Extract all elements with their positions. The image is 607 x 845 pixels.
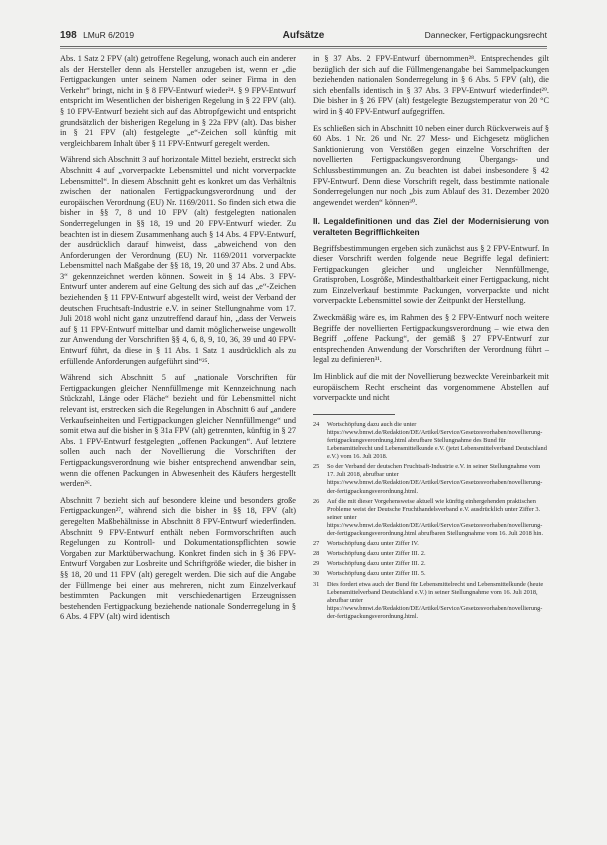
footnote-text: Wortschöpfung dazu unter Ziffer III. 2. xyxy=(327,560,426,568)
footnote-number: 26 xyxy=(313,497,320,505)
footnote xyxy=(313,570,549,578)
footnote-number: 28 xyxy=(313,550,320,558)
paragraph: Abs. 1 Satz 2 FPV (alt) getroffene Regelung, wonach auch ein anderer als der Hersteller denn als Hersteller anzugeben ist, wenn er „die Fertigpackungen unter seinem Namen oder seiner Firma in den Verkehr“ bringt, nicht in § 8 FPV-Entwurf wieder²⁴. § 9 FPV-Entwurf entspricht im Wesentlichen der bisherigen Regelung in § 22 FPV (alt). § 10 FPV-Entwurf bezieht sich auf das Abtropfgewicht und entspricht grundsätzlich der bisherigen Regelung in § 22a FPV (alt). Das bisher in § 21 FPV (alt) festgelegte „e“-Zeichen soll künftig mit vergleichbarem Inhalt über § 11 FPV-Entwurf geregelt werden. xyxy=(60,54,296,148)
footnote xyxy=(313,550,549,558)
footnote xyxy=(313,581,549,621)
footnote-number: 29 xyxy=(313,560,320,568)
footnote xyxy=(313,540,549,548)
footnote-text: Wortschöpfung dazu unter Ziffer IV. xyxy=(327,540,419,548)
paragraph: in § 37 Abs. 2 FPV-Entwurf übernommen²⁸. Entsprechendes gilt bezüglich der sich auf die Füllmengenangabe bei Sammelpackungen beziehenden nationalen Sonderregelung in § 6 Abs. 5 FPV (alt), die sich ebenfalls identisch in § 37 Abs. 3 FPV-Entwurf wiederfindet²⁹. Die bisher in § 26 FPV (alt) festgelegte Bezugstemperatur von 20 °C wird in § 40 FPV-Entwurf aufgegriffen. xyxy=(313,54,549,116)
footnote-number: 24 xyxy=(313,420,320,428)
header-rule xyxy=(60,46,547,47)
paragraph: Begriffsbestimmungen ergeben sich zunächst aus § 2 FPV-Entwurf. In dieser Vorschrift werden folgende neue Begriffe legal definiert: Fertigpackungen gleicher und ungleicher Nennfüllmenge, Gratisproben, Losgröße, Mindesthaltbarkeit einer Fertigpackung, nicht zum Einzelverkauf bestimmte Packungen, vorverpackte und nicht vorverpackte Lebensmittel sowie der Zeitpunkt der Herstellung. xyxy=(313,243,549,306)
footnote xyxy=(313,463,549,495)
running-header xyxy=(60,28,547,44)
paragraph: Es schließen sich in Abschnitt 10 neben einer durch Rückverweis auf § 60 Abs. 1 Nr. 26 und Nr. 27 Mess- und Eichgesetz möglichen Sanktionierung von Verstößen gegen einzelne Vorschriften der novellierten Fertigpackungsverordnung Übergangs- und Schlussbestimmungen an. Zu beachten ist dabei insbesondere § 42 FPV-Entwurf. Denn diese Vorschrift regelt, dass bestimmte nationale Sonderregelungen nur noch „bis zum Ablauf des 31. Dezember 2020 angewendet werden“ können³⁰. xyxy=(313,123,549,207)
paragraph: Zweckmäßig wäre es, im Rahmen des § 2 FPV-Entwurf noch weitere Begriffe der novellierten Fertigpackungsverordnung – wie etwa den Begriff „offene Packung“, der gemäß § 27 FPV-Entwurf zur entsprechenden Anwendung der Vorschriften der Verordnung führt – legal zu definieren³¹. xyxy=(313,313,549,365)
header-author-title: Dannecker, Fertigpackungsrecht xyxy=(424,30,547,40)
footnote-text: Dies fordert etwa auch der Bund für Lebensmittelrecht und Lebensmittelkunde (heute Lebensmittelverband Deutschland e.V.) in seiner Stellungnahme vom 16. Juli 2018, abrufbar unter https://www.bmwi.de/Redaktion/DE/Artikel/Service/Gesetzesvorhaben/novellierung-der-fertigpackungsverordnung.html. xyxy=(327,580,544,620)
paragraph: Während sich Abschnitt 3 auf horizontale Mittel bezieht, erstreckt sich Abschnitt 4 auf „vorverpackte Lebensmittel und nicht vorverpackte Lebensmittel“. In diesem Abschnitt geht es konkret um das Verhältnis zwischen der nationalen Fertigpackungsverordnung und der europäischen Verordnung (EU) Nr. 1169/2011. So finden sich etwa die bisher in §§ 7, 8 und 10 FPV (alt) festgelegten nationalen Sonderregelungen in §§ 18, 19 und 20 FPV-Entwurf wieder. Zu beachten ist in diesem Zusammenhang auch § 14 Abs. 4 FPV-Entwurf, der ausdrücklich darauf hinweist, dass „abweichend von den Anforderungen der Verordnung (EU) Nr. 1169/2011 vorverpackte Lebensmittel nach Maßgabe der §§ 18, 19, 20 und 37 Abs. 2 und Abs. 3“ gekennzeichnet werden können. Soweit in § 14 Abs. 3 FPV-Entwurf unter anderem auf eine Geltung des sich auf das „e“-Zeichen beziehenden § 11 FPV-Entwurf abgestellt wird, weist der Verband der deutschen Fruchtsaft-Industrie e.V. in seiner Stellungnahme vom 17. Juli 2018 wohl nicht ganz unzutreffend darauf hin, „dass der Verweis auf § 11 FPV-Entwurf mittelbar und damit möglicherweise ungewollt zur Anwendung der Vorschriften §§ 4, 6, 8, 9, 10, 36, 39 und 40 FPV-Entwurf führt, da diese in § 11 Abs. 1 Satz 1 ausdrücklich als zu erfüllende Anforderungen aufgeführt sind“²⁵. xyxy=(60,155,296,366)
paragraph: Während sich Abschnitt 5 auf „nationale Vorschriften für Fertigpackungen gleicher Nennfüllmenge mit Kennzeichnung nach Stückzahl, Länge oder Fläche“ bezieht und für Lebensmittel nicht relevant ist, erstrecken sich die Regelungen in Abschnitt 6 auf „andere Verkaufseinheiten und Fertigpackungen gleicher Nennfüllmenge“ und somit etwa auf die bisher in § 31a FPV (alt) getrennten, künftig in § 27 Abs. 1 FPV-Entwurf festgelegten „offenen Packungen“. Auf letztere sollen auch nach der Novellierung die Vorschriften der Fertigpackungsverordnung wie bisher entsprechend anwendbar sein, wenn die offenen Packungen in Abwesenheit des Käufers hergestellt werden²⁶. xyxy=(60,373,296,489)
footnote-text: Wortschöpfung dazu unter Ziffer III. 5. xyxy=(327,570,426,578)
footnote-number: 25 xyxy=(313,463,320,471)
footnote-number: 30 xyxy=(313,570,320,578)
footnote-text: So der Verband der deutschen Fruchtsaft-Industrie e.V. in seiner Stellungnahme vom 17. Juli 2018, abrufbar unter https://www.bmwi.de/Redaktion/DE/Artikel/Service/Gesetzesvorhaben/novellierung-der-fertigpackungsverordnung.html. xyxy=(327,463,543,495)
footnote-number: 27 xyxy=(313,540,320,548)
footnote xyxy=(313,498,549,538)
journal-issue: LMuR 6/2019 xyxy=(83,30,135,40)
right-column xyxy=(313,54,549,623)
footnote-text: Wortschöpfung dazu auch die unter https://www.bmwi.de/Redaktion/DE/Artikel/Service/Gesetzesvorhaben/novellierung-fertigpackungsverordnung.html abrufbare Stellungnahme des Bund für Lebensmittelrecht und Lebensmittelkunde e.V. (jetzt Lebensmittelverband Deutschland e.V.) vom 16. Juli 2018. xyxy=(327,420,547,461)
page-number: 198 xyxy=(60,30,77,41)
footnote xyxy=(313,421,549,461)
footnote-text: Wortschöpfung dazu unter Ziffer III. 2. xyxy=(327,550,426,558)
footnote-text: Auf die mit dieser Vorgehensweise aktuell wie künftig einhergehenden praktischen Probleme weist der Deutsche Fruchthandelsverband e.V. ausdrücklich unter Ziffer 3. seiner unter https://www.bmwi.de/Redaktion/DE/Artikel/Service/Gesetzesvorhaben/novellierung-der-fertigpackungsverordnung.html abrufbaren Stellungnahme vom 16. Juli 2018 hin. xyxy=(327,497,544,538)
left-column xyxy=(60,54,296,629)
footnotes xyxy=(313,421,549,621)
footnote-number: 31 xyxy=(313,580,320,588)
header-rule-thin xyxy=(60,48,547,49)
section-title: Aufsätze xyxy=(282,30,325,41)
paragraph: Im Hinblick auf die mit der Novellierung bezweckte Vereinbarkeit mit europäischem Recht erscheint das vorgenommene Abstellen auf vorverpackte und nicht xyxy=(313,372,549,403)
footnote xyxy=(313,560,549,568)
footnote-rule xyxy=(313,414,395,415)
section-heading: II. Legaldefinitionen und das Ziel der Modernisierung von veralteten Begrifflichkeiten xyxy=(313,216,549,237)
paragraph: Abschnitt 7 bezieht sich auf besondere kleine und besonders große Fertigpackungen²⁷, während sich die bisher in §§ 18, FPV (alt) geregelten Maßbehältnisse in Abschnitt 8 FPV-Entwurf wiederfinden. Abschnitt 9 FPV-Entwurf enthält neben Formvorschriften auch Regelungen zu Kontroll- und Dokumentationspflichten sowie Vorgaben zur Marktüberwachung. Konkret finden sich in § 36 FPV-Entwurf Vorgaben zur Losbreite und Schriftgröße wieder, die bisher in §§ 18, 20 und 11 FPV (alt) geregelt werden. Die sich auf die Angabe der Füllmenge bei einer aus mehreren, nicht zum Einzelverkauf bestimmten Packungen mit verschiedenartigen Erzeugnissen bestehenden Fertigpackung beziehende nationale Sonderregelung in § 6 Abs. 4 FPV (alt) wird identisch xyxy=(60,495,296,622)
